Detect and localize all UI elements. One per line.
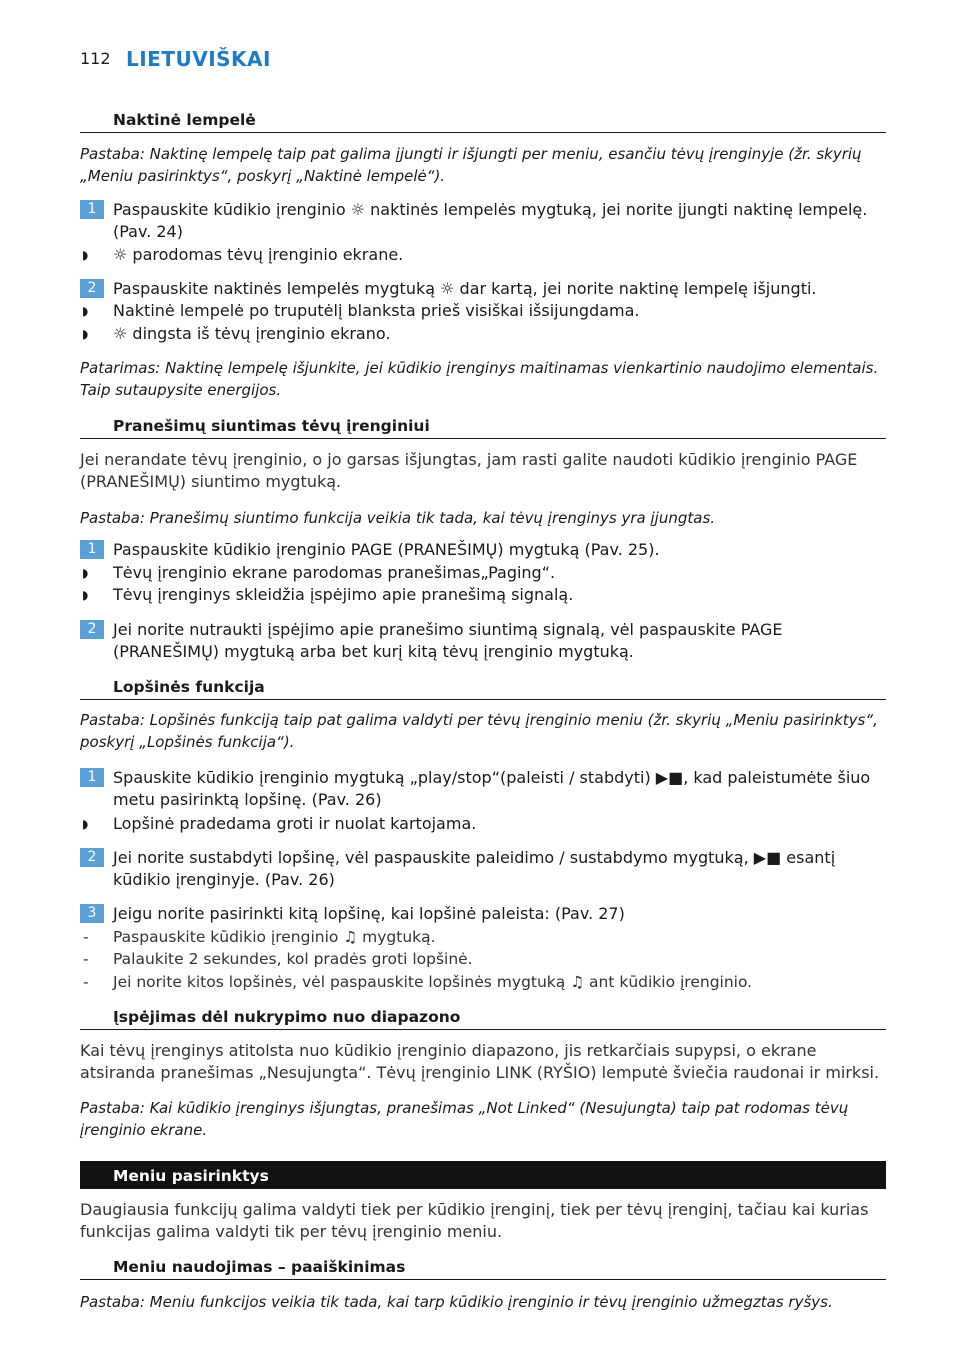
result-bullet xyxy=(80,244,886,266)
dash-item xyxy=(80,948,886,970)
step xyxy=(80,767,886,811)
dash-icon: - xyxy=(83,928,89,946)
note: Pastaba: Lopšinės funkciją taip pat galima valdyti per tėvų įrenginio meniu (žr. skyrių „Meniu pasirinktys“, poskyrį „Lopšinės funkcija“). xyxy=(80,711,878,751)
note: Pastaba: Pranešimų siuntimo funkcija veikia tik tada, kai tėvų įrenginys yra įjungtas. xyxy=(80,509,716,527)
dash-text: Paspauskite kūdikio įrenginio ♫ mygtuką. xyxy=(113,928,436,946)
result-bullet xyxy=(80,813,886,835)
dash-item xyxy=(80,926,886,948)
step-number: 1 xyxy=(80,768,104,787)
note: Pastaba: Meniu funkcijos veikia tik tada, kai tarp kūdikio įrenginio ir tėvų įrenginio užmegztas ryšys. xyxy=(80,1293,833,1311)
step xyxy=(80,619,886,663)
result-bullet xyxy=(80,300,886,322)
language-header: LIETUVIŠKAI xyxy=(126,47,271,71)
dash-item xyxy=(80,971,886,993)
step-text: Paspauskite naktinės lempelės mygtuką ☼ dar kartą, jei norite naktinę lempelę išjungti. xyxy=(113,279,817,298)
step-number: 2 xyxy=(80,848,104,867)
step-number: 1 xyxy=(80,540,104,559)
result-bullet xyxy=(80,562,886,584)
section-heading-out-of-range xyxy=(80,1007,886,1030)
step-number: 1 xyxy=(80,200,104,219)
chapter-title: Meniu pasirinktys xyxy=(113,1167,269,1185)
section-heading-night-light xyxy=(80,110,886,133)
section-title: Įspėjimas dėl nukrypimo nuo diapazono xyxy=(113,1008,461,1026)
step-number: 2 xyxy=(80,620,104,639)
bullet-icon: ◗ xyxy=(82,566,89,580)
note: Pastaba: Naktinę lempelę taip pat galima įjungti ir išjungti per meniu, esančiu tėvų įrenginyje (žr. skyrių „Meniu pasirinktys“, poskyrį „Naktinė lempelė“). xyxy=(80,145,862,185)
section-title: Naktinė lempelė xyxy=(113,111,256,129)
section-heading-menu-usage xyxy=(80,1257,886,1280)
bullet-icon: ◗ xyxy=(82,817,89,831)
paragraph: Daugiausia funkcijų galima valdyti tiek per kūdikio įrenginį, tiek per tėvų įrenginį, tačiau kai kurias funkcijas galima valdyti tik per tėvų įrenginio meniu. xyxy=(80,1200,869,1241)
step-text: Paspauskite kūdikio įrenginio PAGE (PRANEŠIMŲ) mygtuką (Pav. 25). xyxy=(113,540,660,559)
section-heading-paging xyxy=(80,416,886,439)
step xyxy=(80,847,886,891)
paragraph: Jei nerandate tėvų įrenginio, o jo garsas išjungtas, jam rasti galite naudoti kūdikio įrenginio PAGE (PRANEŠIMŲ) siuntimo mygtuką. xyxy=(80,450,858,491)
step-number: 3 xyxy=(80,904,104,923)
bullet-text: Lopšinė pradedama groti ir nuolat kartojama. xyxy=(113,814,477,833)
note: Pastaba: Kai kūdikio įrenginys išjungtas, pranešimas „Not Linked“ (Nesujungta) taip pat rodomas tėvų įrenginio ekrane. xyxy=(80,1099,849,1139)
bullet-icon: ◗ xyxy=(82,327,89,341)
bullet-icon: ◗ xyxy=(82,588,89,602)
result-bullet xyxy=(80,584,886,606)
paragraph: Kai tėvų įrenginys atitolsta nuo kūdikio įrenginio diapazono, jis retkarčiais supypsi, o ekrane atsiranda pranešimas „Nesujungta“. Tėvų įrenginio LINK (RYŠIO) lemputė šviečia raudonai ir mirksi. xyxy=(80,1041,880,1082)
step xyxy=(80,199,886,243)
bullet-icon: ◗ xyxy=(82,304,89,318)
dash-text: Palaukite 2 sekundes, kol pradės groti lopšinė. xyxy=(113,950,473,968)
bullet-text: ☼ dingsta iš tėvų įrenginio ekrano. xyxy=(113,324,391,343)
section-title: Lopšinės funkcija xyxy=(113,678,265,696)
step-text: Jei norite nutraukti įspėjimo apie pranešimo siuntimą signalą, vėl paspauskite PAGE (PRANEŠIMŲ) mygtuką arba bet kurį kitą tėvų įrenginio mygtuką. xyxy=(113,620,783,661)
step-text: Jei norite sustabdyti lopšinę, vėl paspauskite paleidimo / sustabdymo mygtuką, ▶■ esantį kūdikio įrenginyje. (Pav. 26) xyxy=(113,848,836,889)
chapter-heading-menu-options xyxy=(80,1161,886,1189)
dash-icon: - xyxy=(83,950,89,968)
tip: Patarimas: Naktinę lempelę išjunkite, jei kūdikio įrenginys maitinamas vienkartinio naudojimo elementais. Taip sutaupysite energijos. xyxy=(80,359,879,399)
result-bullet xyxy=(80,323,886,345)
dash-icon: - xyxy=(83,973,89,991)
bullet-text: Tėvų įrenginio ekrane parodomas pranešimas„Paging“. xyxy=(113,563,556,582)
step xyxy=(80,903,886,925)
step-text: Paspauskite kūdikio įrenginio ☼ naktinės lempelės mygtuką, jei norite įjungti naktinę lempelę. (Pav. 24) xyxy=(113,200,868,241)
step xyxy=(80,539,886,561)
page-number: 112 xyxy=(80,49,111,68)
bullet-text: Naktinė lempelė po truputėlį blanksta prieš visiškai išsijungdama. xyxy=(113,301,640,320)
bullet-text: ☼ parodomas tėvų įrenginio ekrane. xyxy=(113,245,404,264)
bullet-text: Tėvų įrenginys skleidžia įspėjimo apie pranešimą signalą. xyxy=(113,585,574,604)
section-heading-lullaby xyxy=(80,677,886,700)
section-title: Meniu naudojimas – paaiškinimas xyxy=(113,1258,406,1276)
step xyxy=(80,278,886,300)
step-text: Spauskite kūdikio įrenginio mygtuką „play/stop“(paleisti / stabdyti) ▶■, kad paleistumėte šiuo metu pasirinktą lopšinę. (Pav. 26) xyxy=(113,768,871,809)
section-title: Pranešimų siuntimas tėvų įrenginiui xyxy=(113,417,430,435)
dash-text: Jei norite kitos lopšinės, vėl paspauskite lopšinės mygtuką ♫ ant kūdikio įrenginio. xyxy=(113,973,753,991)
step-number: 2 xyxy=(80,279,104,298)
bullet-icon: ◗ xyxy=(82,248,89,262)
step-text: Jeigu norite pasirinkti kitą lopšinę, kai lopšinė paleista: (Pav. 27) xyxy=(113,904,625,923)
